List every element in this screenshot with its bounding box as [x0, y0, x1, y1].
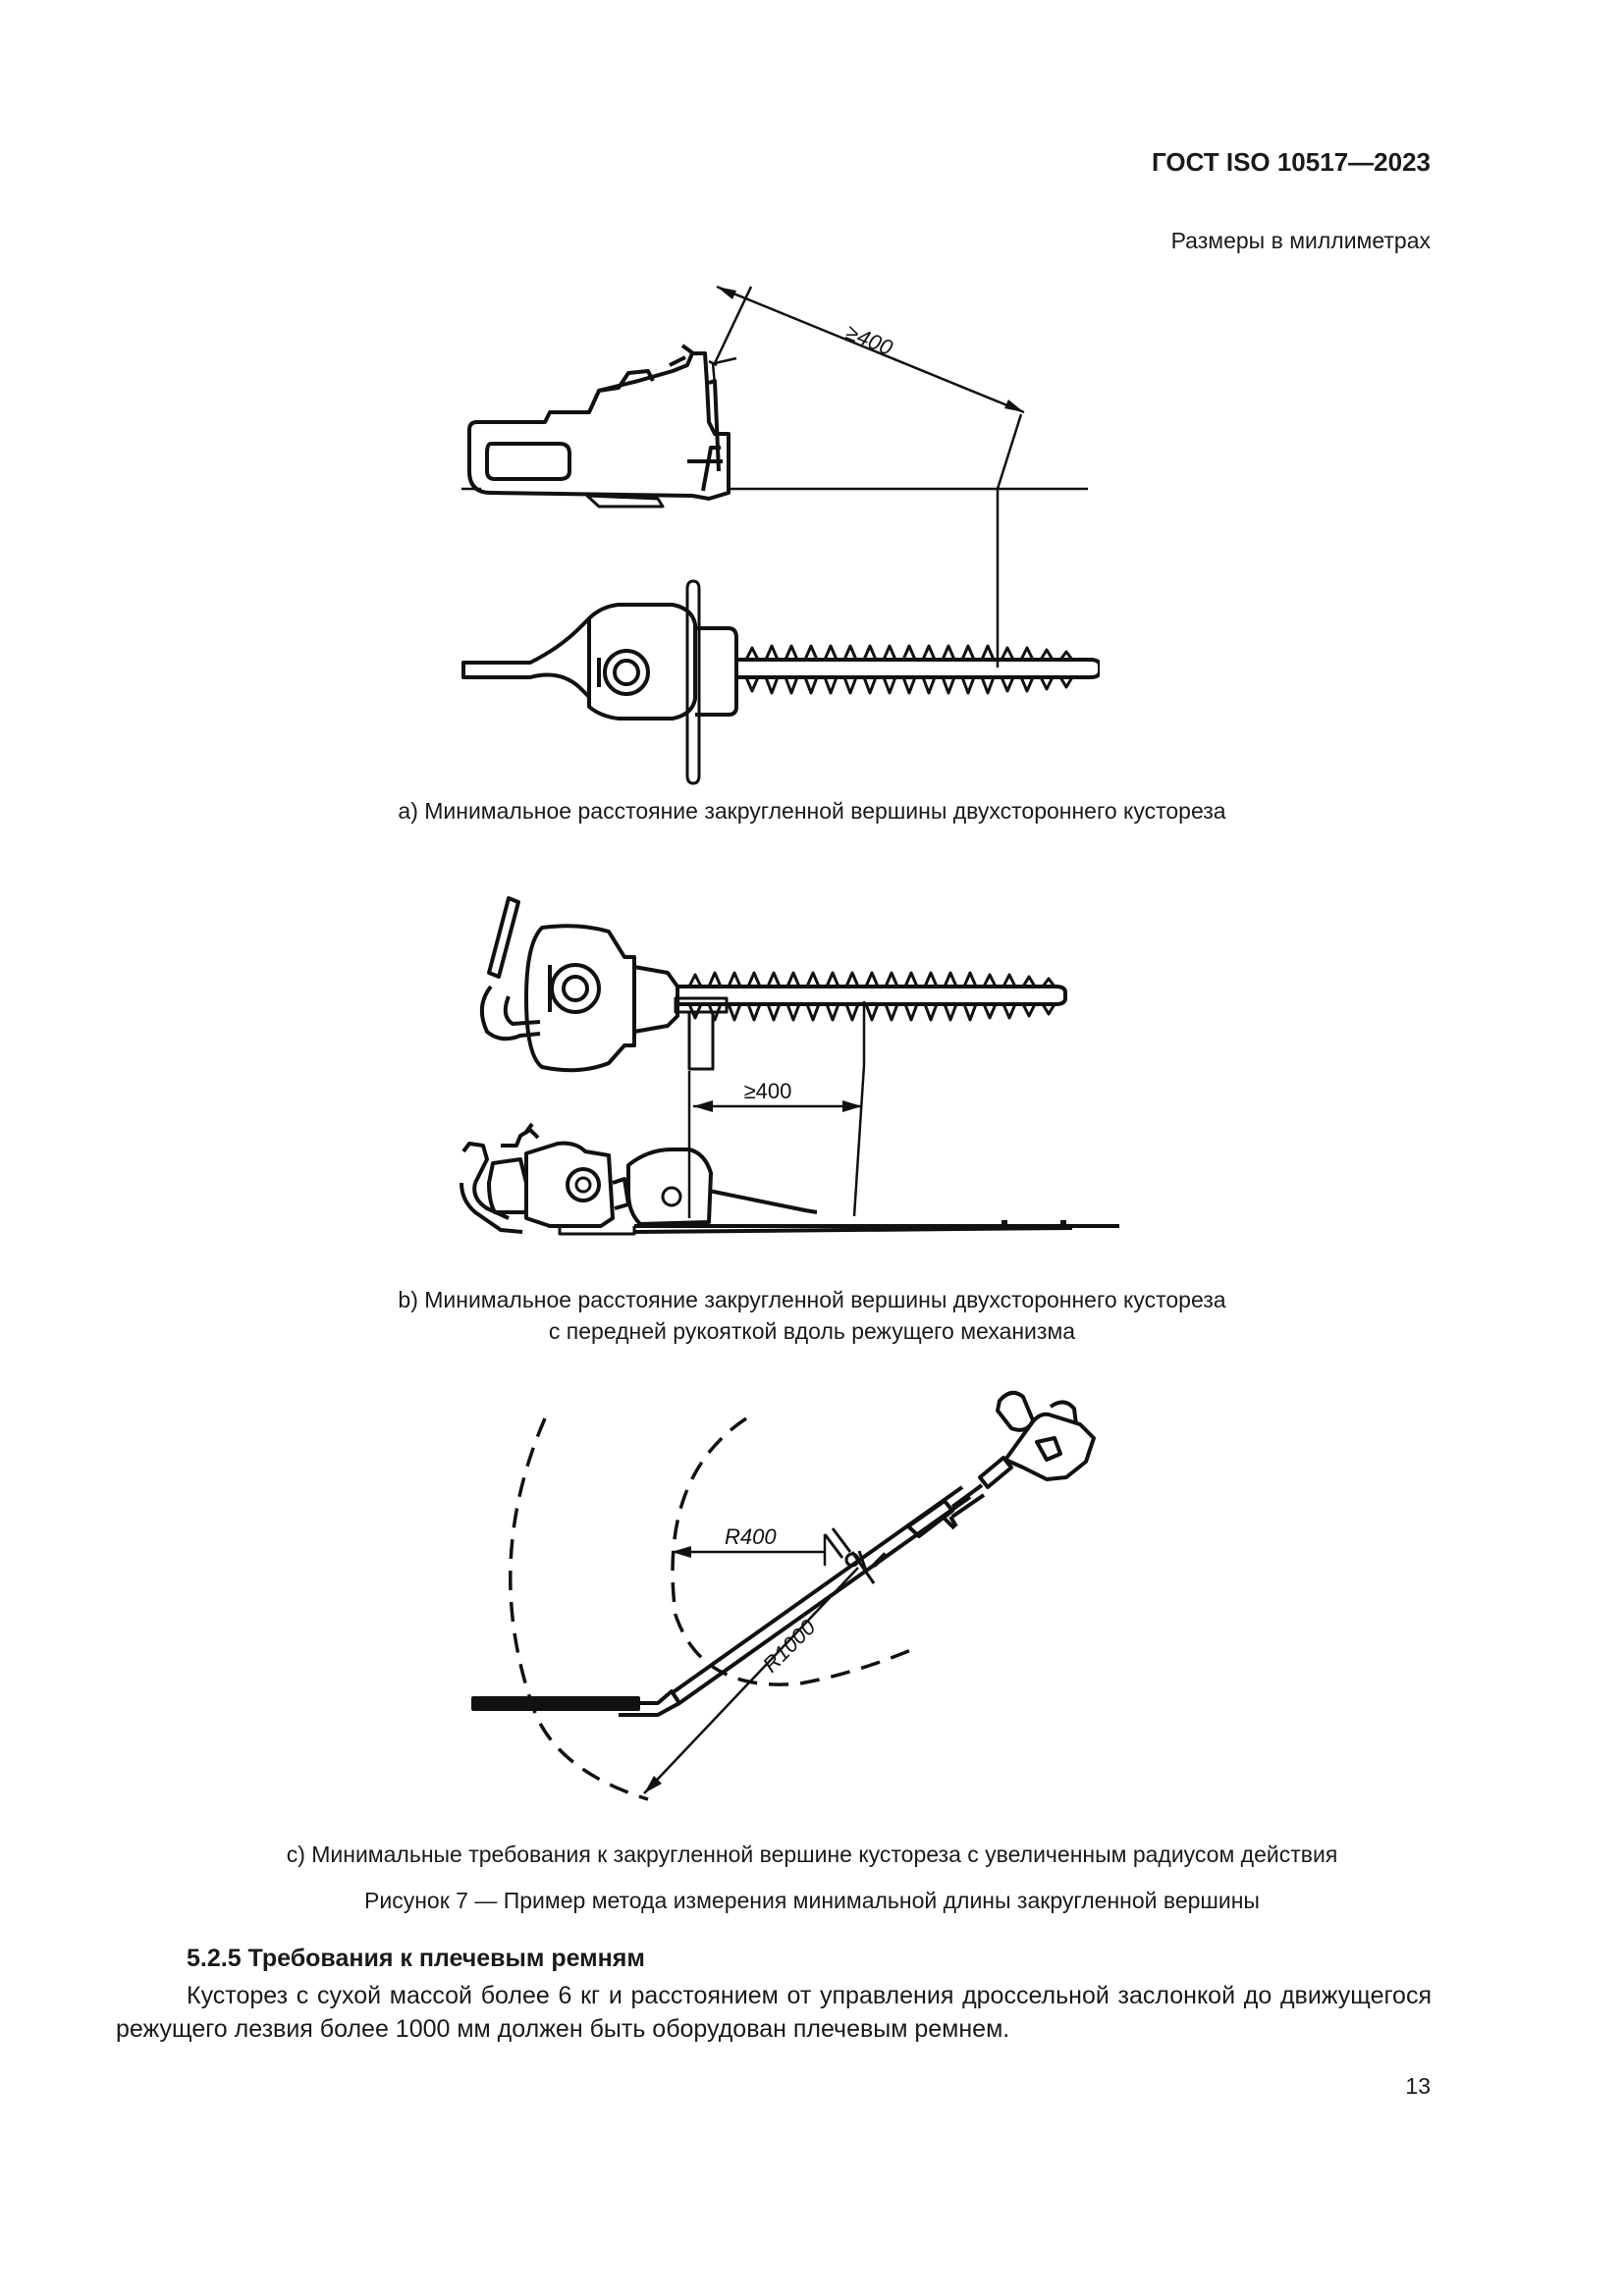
figure-c-drawing — [461, 1369, 1119, 1821]
figure-a-caption: а) Минимальное расстояние закругленной вершины двухстороннего кустореза — [398, 798, 1226, 824]
figure-title: Рисунок 7 — Пример метода измерения минимальной длины закругленной вершины — [364, 1888, 1260, 1913]
figure-b-dimension-label: ≥400 — [743, 1079, 792, 1103]
section-title: 5.2.5 Требования к плечевым ремням — [187, 1945, 645, 1972]
figure-b-drawing — [432, 888, 1119, 1261]
figure-c-caption: с) Минимальные требования к закругленной вершине кустореза с увеличенным радиусом действия — [286, 1842, 1338, 1867]
figure-b-caption-line2: с передней рукояткой вдоль режущего механизма — [548, 1318, 1076, 1344]
figure-c-r400-label: R400 — [725, 1524, 777, 1549]
figure-a-dimension-label: ≥400 — [842, 319, 896, 360]
page-number: 13 — [1405, 2073, 1431, 2099]
section-paragraph — [116, 1979, 1432, 2046]
standard-number: ГОСТ ISO 10517—2023 — [1151, 147, 1431, 177]
figure-b-caption-line1: b) Минимальное расстояние закругленной вершины двухстороннего кустореза — [398, 1287, 1226, 1312]
figure-a-drawing — [452, 275, 1100, 785]
figure-c-r1000-label: R1000 — [757, 1615, 821, 1678]
units-note: Размеры в миллиметрах — [1170, 228, 1431, 253]
section-paragraph-text: Кусторез с сухой массой более 6 кг и расстоянием от управления дроссельной заслонкой до движущегося режущего лезвия более 1000 мм должен быть оборудован плечевым ремнем. — [116, 1982, 1432, 2043]
